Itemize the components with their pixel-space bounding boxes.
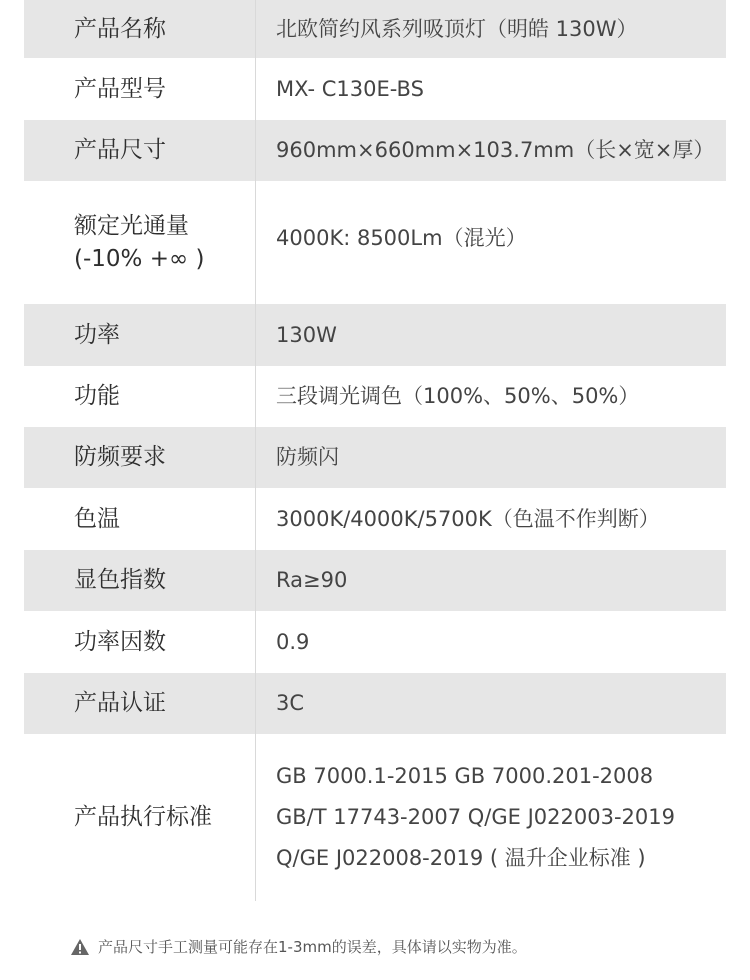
spec-value-line: MX- C130E-BS (276, 76, 424, 101)
spec-value-line: 3000K/4000K/5700K（色温不作判断） (276, 506, 660, 531)
column-divider (255, 366, 256, 427)
spec-value-line: GB/T 17743-2007 Q/GE J022003-2019 (276, 805, 675, 829)
spec-label: 功率 (74, 321, 120, 348)
measurement-note (70, 936, 527, 957)
spec-row-flicker (24, 427, 726, 488)
spec-row-model (24, 58, 726, 120)
spec-row-certification (24, 673, 726, 734)
spec-label: 产品型号 (74, 75, 166, 102)
spec-value-line: Ra≥90 (276, 568, 348, 592)
column-divider (255, 488, 256, 550)
spec-value-line: 3C (276, 691, 305, 715)
column-divider (255, 427, 256, 488)
spec-label: 功率因数 (74, 628, 166, 655)
spec-value (255, 130, 726, 171)
spec-value (255, 9, 726, 50)
column-divider (255, 734, 256, 901)
warning-icon (70, 937, 90, 957)
column-divider (255, 58, 256, 120)
spec-label: 色温 (74, 505, 120, 532)
spec-value-line: 4000K: 8500Lm（混光） (276, 226, 527, 250)
column-divider (255, 304, 256, 366)
spec-label-line: (-10% +∞ ) (74, 245, 205, 272)
spec-value (255, 437, 726, 478)
spec-value-line: 防频闪 (276, 445, 339, 469)
spec-value-line: GB 7000.1-2015 GB 7000.201-2008 (276, 764, 654, 788)
spec-label: 防频要求 (74, 444, 166, 470)
spec-row-cri (24, 550, 726, 611)
spec-label: 显色指数 (74, 567, 166, 593)
spec-value (255, 69, 726, 110)
spec-label: 功能 (74, 383, 120, 409)
spec-row-product-name (24, 0, 726, 58)
column-divider (255, 611, 256, 673)
spec-value-line: Q/GE J022008-2019 ( 温升企业标准 ) (276, 846, 646, 870)
spec-row-color-temp (24, 488, 726, 550)
spec-value-line: 北欧简约风系列吸顶灯（明皓 130W） (276, 16, 638, 41)
spec-value (255, 315, 726, 356)
spec-value (255, 499, 726, 540)
spec-label: 产品尺寸 (74, 137, 166, 163)
column-divider (255, 120, 256, 181)
spec-table (24, 0, 726, 901)
spec-value (255, 683, 726, 724)
column-divider (255, 550, 256, 611)
spec-value-line: 三段调光调色（100%、50%、50%） (276, 384, 640, 408)
spec-label (24, 210, 255, 276)
spec-row-luminous-flux (24, 181, 726, 304)
spec-label: 产品认证 (74, 690, 166, 716)
column-divider (255, 0, 256, 58)
spec-label-line: 额定光通量 (74, 212, 189, 239)
spec-value-line: 960mm×660mm×103.7mm（长×宽×厚） (276, 138, 715, 162)
spec-row-function (24, 366, 726, 427)
spec-row-size (24, 120, 726, 181)
spec-row-standards (24, 734, 726, 901)
column-divider (255, 673, 256, 734)
spec-value (255, 218, 726, 259)
spec-value (255, 622, 726, 663)
spec-value-line: 0.9 (276, 629, 310, 654)
spec-value (255, 756, 726, 879)
spec-value (255, 376, 726, 417)
measurement-note-text: 产品尺寸手工测量可能存在1-3mm的误差，具体请以实物为准。 (98, 938, 527, 956)
spec-row-power-factor (24, 611, 726, 673)
spec-value (255, 560, 726, 601)
spec-label: 产品名称 (74, 15, 166, 42)
spec-value-line: 130W (276, 322, 337, 347)
column-divider (255, 181, 256, 304)
spec-label: 产品执行标准 (74, 804, 212, 830)
spec-row-power (24, 304, 726, 366)
